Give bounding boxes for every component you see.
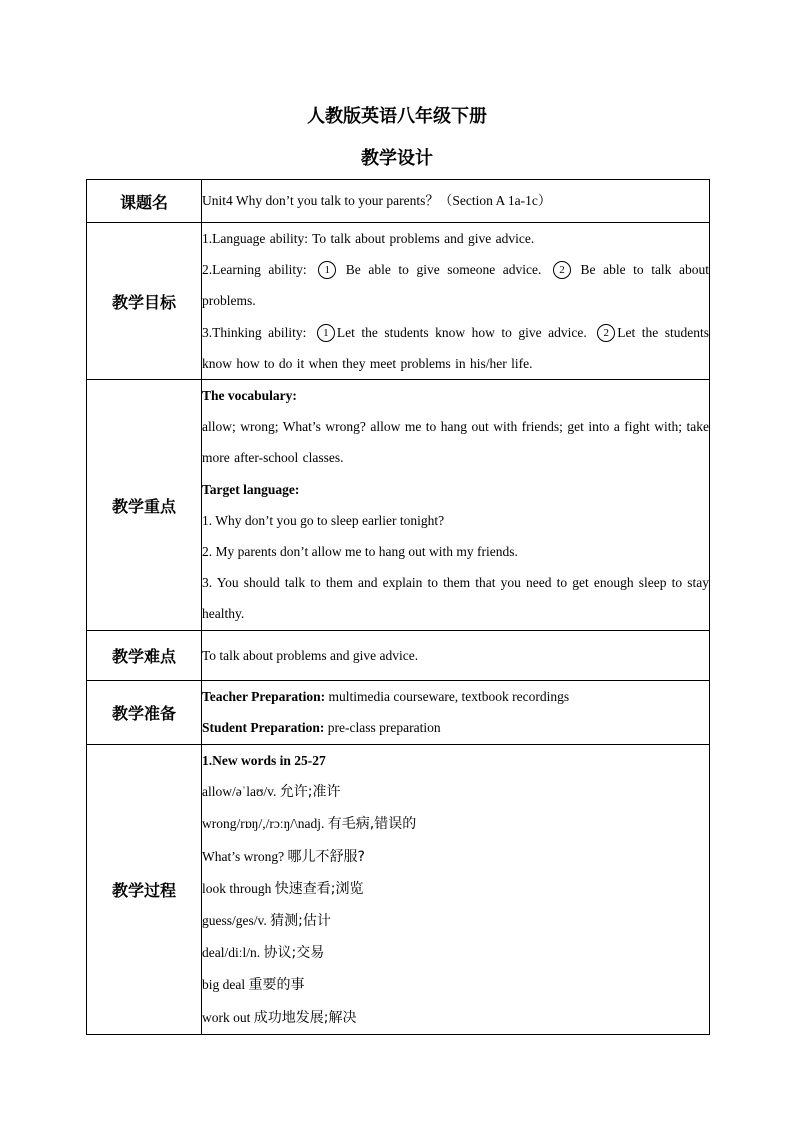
vocab-item-english: guess/ges/v. [202, 913, 271, 929]
row-process [87, 745, 710, 1035]
vocab-item-english: wrong/rɒŋ/,/rɔːŋ/\nadj. [202, 816, 328, 832]
row-topic [87, 180, 710, 223]
new-words-heading: 1.New words in 25-27 [202, 753, 326, 769]
student-preparation [202, 712, 709, 743]
teacher-preparation-text: multimedia courseware, textbook recordings [328, 689, 570, 705]
target-sentence-1: 1. Why don’t you go to sleep earlier tonight? [202, 512, 445, 528]
target-language-heading: Target language: [202, 481, 300, 497]
vocab-item [202, 937, 709, 969]
label-topic: 课题名 [87, 180, 202, 223]
vocab-item [202, 905, 709, 937]
goal-2 [202, 254, 709, 316]
vocab-item [202, 776, 709, 808]
lesson-plan-table [86, 179, 710, 1035]
vocab-item-english: deal/diːl/n. [202, 945, 264, 961]
label-difficulty: 教学难点 [87, 631, 202, 681]
cell-topic [202, 180, 710, 223]
vocab-item-english: work out [202, 1009, 254, 1025]
vocab-item-chinese: 重要的事 [248, 977, 305, 994]
target-sentence-3: 3. You should talk to them and explain to them that you need to get enough sleep to stay healthy. [202, 575, 709, 622]
circled-number-1: 1 [318, 261, 336, 279]
goal-2-part-1: Be able to give someone advice. [338, 262, 549, 278]
vocab-item [202, 873, 709, 905]
student-preparation-text: pre-class preparation [327, 720, 441, 736]
teacher-preparation [202, 681, 709, 712]
vocab-item-chinese: 成功地发展;解决 [253, 1009, 357, 1026]
vocab-item-english: What’s wrong? [202, 848, 288, 864]
vocab-item-chinese: 哪儿不舒服? [287, 848, 365, 865]
cell-goals [202, 223, 710, 380]
cell-process [202, 745, 710, 1035]
goal-3-prefix: 3.Thinking ability: [202, 324, 313, 340]
vocab-item [202, 1002, 709, 1034]
row-key-points [87, 380, 710, 631]
difficulty-text: To talk about problems and give advice. [202, 647, 419, 663]
goal-2-prefix: 2.Learning ability: [202, 262, 315, 278]
circled-number-2: 2 [597, 324, 615, 342]
vocab-item [202, 841, 709, 873]
goal-3-part-2: Let the students know how to do it when they meet problems in his/her life. [202, 324, 710, 371]
teacher-preparation-heading: Teacher Preparation: [202, 689, 329, 705]
vocab-item [202, 808, 709, 840]
vocab-item [202, 969, 709, 1001]
row-difficulty [87, 631, 710, 681]
vocabulary-heading: The vocabulary: [202, 388, 297, 404]
goal-2-part-2: Be able to talk about problems. [202, 262, 709, 309]
document-subtitle: 教学设计 [361, 148, 433, 169]
circled-number-1: 1 [317, 324, 335, 342]
cell-preparation [202, 681, 710, 745]
vocab-item-chinese: 协议;交易 [263, 945, 325, 962]
cell-key-points [202, 380, 710, 631]
goal-1: 1.Language ability: To talk about problems and give advice. [202, 231, 535, 246]
circled-number-2: 2 [553, 261, 571, 279]
goal-3-part-1: Let the students know how to give advice. [336, 324, 594, 340]
vocab-item-english: big deal [202, 977, 249, 993]
label-process: 教学过程 [87, 745, 202, 1035]
row-preparation [87, 681, 710, 745]
student-preparation-heading: Student Preparation: [202, 720, 328, 736]
label-goals: 教学目标 [87, 223, 202, 380]
cell-difficulty [202, 631, 710, 681]
label-key-points: 教学重点 [87, 380, 202, 631]
topic-text: Unit4 Why don’t you talk to your parents？（Section A 1a-1c） [202, 193, 552, 209]
document-title: 人教版英语八年级下册 [307, 106, 487, 127]
vocab-item-english: look through [202, 880, 275, 896]
target-sentence-2: 2. My parents don’t allow me to hang out with my friends. [202, 544, 518, 560]
vocab-item-chinese: 有毛病,错误的 [327, 816, 417, 833]
row-goals [87, 223, 710, 380]
vocabulary-text: allow; wrong; What’s wrong? allow me to hang out with friends; get into a fight with; take more after-school classes. [202, 419, 709, 466]
vocab-item-chinese: 猜测;估计 [270, 913, 331, 930]
vocab-item-chinese: 允许;准许 [279, 784, 341, 801]
label-preparation: 教学准备 [87, 681, 202, 745]
vocab-item-chinese: 快速查看;浏览 [274, 880, 364, 897]
goal-3 [202, 317, 709, 379]
vocab-item-english: allow/əˈlaʊ/v. [202, 784, 280, 800]
